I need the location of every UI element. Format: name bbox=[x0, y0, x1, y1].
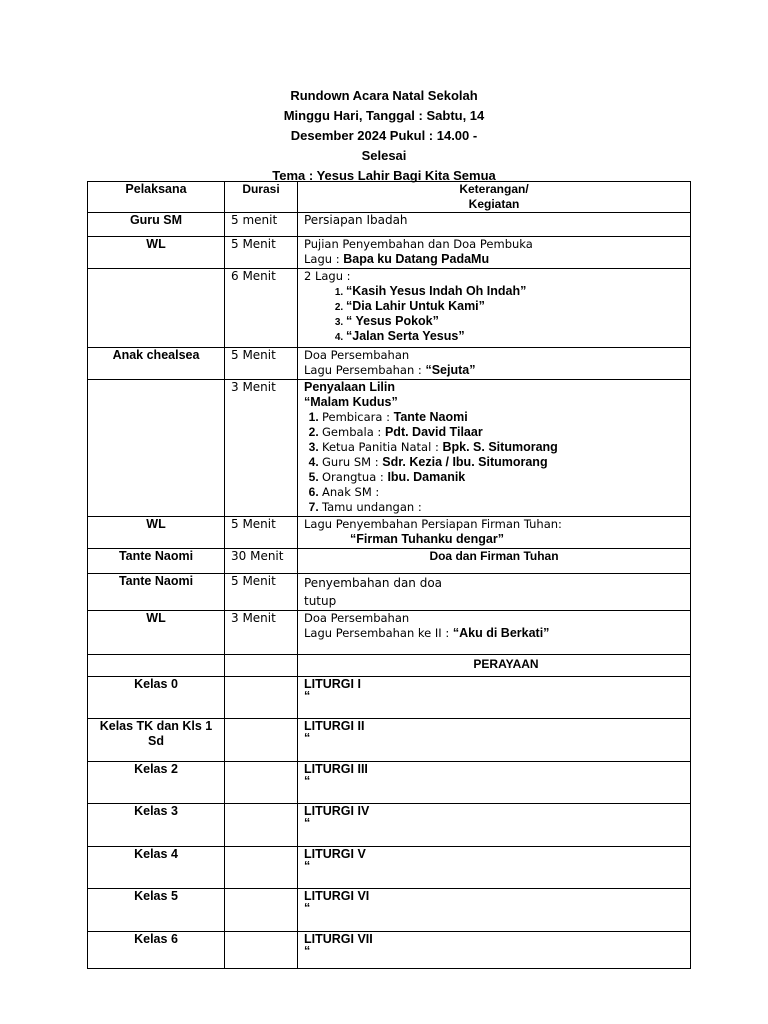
song-item: 2. “Dia Lahir Untuk Kami” bbox=[346, 299, 684, 314]
durasi-cell: 5 Menit bbox=[225, 574, 298, 611]
kegiatan-text: Pujian Penyembahan dan Doa Pembuka bbox=[304, 237, 533, 251]
table-row bbox=[88, 213, 691, 237]
list-item bbox=[322, 485, 684, 500]
item-label: Pembicara : bbox=[322, 410, 394, 424]
header-durasi: Durasi bbox=[225, 182, 298, 213]
list-item bbox=[322, 425, 684, 440]
durasi-cell bbox=[225, 889, 298, 932]
item-label: Tamu undangan : bbox=[322, 500, 422, 514]
lagu-title: “Sejuta” bbox=[425, 363, 476, 377]
kegiatan-cell bbox=[298, 762, 691, 804]
item-label: Ketua Panitia Natal : bbox=[322, 440, 443, 454]
durasi-cell: 30 Menit bbox=[225, 549, 298, 574]
kegiatan-cell bbox=[298, 380, 691, 517]
liturgi-quote: “ bbox=[304, 731, 311, 745]
header-pelaksana: Pelaksana bbox=[88, 182, 225, 213]
table-header-row bbox=[88, 182, 691, 213]
title-line: Desember 2024 Pukul : 14.00 - bbox=[290, 128, 478, 143]
kegiatan-text: 2 Lagu : bbox=[304, 269, 351, 283]
lagu-title: “Firman Tuhanku dengar” bbox=[350, 532, 504, 546]
durasi-cell: 3 Menit bbox=[225, 380, 298, 517]
table-row bbox=[88, 655, 691, 677]
item-name: Sdr. Kezia / Ibu. Situmorang bbox=[382, 455, 548, 469]
kegiatan-text: Penyembahan dan doa bbox=[304, 576, 443, 590]
list-item bbox=[322, 500, 684, 515]
kegiatan-text: tutup bbox=[304, 594, 337, 608]
item-label: Gembala : bbox=[322, 425, 385, 439]
penyalaan-title: Penyalaan Lilin bbox=[304, 380, 396, 394]
lagu-title: Bapa ku Datang PadaMu bbox=[343, 252, 490, 266]
durasi-cell bbox=[225, 762, 298, 804]
pelaksana-cell: Kelas 5 bbox=[88, 889, 225, 932]
item-label: Guru SM : bbox=[322, 455, 383, 469]
kegiatan-text: Doa Persembahan bbox=[304, 348, 410, 362]
table-row bbox=[88, 237, 691, 269]
kegiatan-cell bbox=[298, 719, 691, 762]
item-name: Pdt. David Tilaar bbox=[384, 425, 483, 439]
pelaksana-cell: WL bbox=[88, 611, 225, 655]
durasi-cell bbox=[225, 804, 298, 847]
pelaksana-cell: Tante Naomi bbox=[88, 549, 225, 574]
table-row bbox=[88, 517, 691, 549]
durasi-cell: 5 Menit bbox=[225, 237, 298, 269]
table-row bbox=[88, 611, 691, 655]
durasi-cell bbox=[225, 847, 298, 889]
item-name: Tante Naomi bbox=[393, 410, 468, 424]
liturgi-quote: “ bbox=[304, 689, 311, 703]
pelaksana-cell bbox=[88, 380, 225, 517]
table-row bbox=[88, 380, 691, 517]
kegiatan-cell: Persiapan Ibadah bbox=[298, 213, 691, 237]
lagu-label: Lagu : bbox=[304, 252, 344, 266]
table-row bbox=[88, 348, 691, 380]
table-row bbox=[88, 847, 691, 889]
durasi-cell: 5 Menit bbox=[225, 517, 298, 549]
song-list bbox=[304, 284, 684, 344]
pelaksana-cell: Kelas 3 bbox=[88, 804, 225, 847]
kegiatan-cell bbox=[298, 889, 691, 932]
title-line: Minggu Hari, Tanggal : Sabtu, 14 bbox=[283, 108, 485, 123]
table-row bbox=[88, 762, 691, 804]
pelaksana-cell: WL bbox=[88, 237, 225, 269]
kegiatan-cell bbox=[298, 269, 691, 348]
kegiatan-cell bbox=[298, 517, 691, 549]
durasi-cell bbox=[225, 932, 298, 969]
kegiatan-cell bbox=[298, 932, 691, 969]
kegiatan-text: Doa Persembahan bbox=[304, 611, 410, 625]
liturgi-quote: “ bbox=[304, 816, 311, 830]
title-line: Tema : Yesus Lahir Bagi Kita Semua bbox=[272, 168, 496, 183]
liturgi-quote: “ bbox=[304, 859, 311, 873]
table-row bbox=[88, 719, 691, 762]
durasi-cell bbox=[225, 719, 298, 762]
lagu-label: Lagu Persembahan : bbox=[304, 363, 426, 377]
item-label: Orangtua : bbox=[322, 470, 388, 484]
pelaksana-cell: Kelas 6 bbox=[88, 932, 225, 969]
penyalaan-song: “Malam Kudus” bbox=[304, 395, 398, 409]
durasi-cell: 5 Menit bbox=[225, 348, 298, 380]
liturgi-quote: “ bbox=[304, 944, 311, 958]
table-row bbox=[88, 804, 691, 847]
durasi-cell bbox=[225, 655, 298, 677]
header-keterangan bbox=[298, 182, 691, 213]
header-keterangan-line1: Keterangan/ bbox=[459, 182, 529, 196]
pelaksana-cell: Kelas 2 bbox=[88, 762, 225, 804]
pelaksana-cell: Kelas TK dan Kls 1 Sd bbox=[88, 719, 225, 762]
item-name: Ibu. Damanik bbox=[387, 470, 466, 484]
perayaan-heading: PERAYAAN bbox=[298, 655, 691, 677]
pelaksana-cell: Kelas 0 bbox=[88, 677, 225, 719]
song-item: 3. “ Yesus Pokok” bbox=[346, 314, 684, 329]
liturgi-title: LITURGI II bbox=[304, 719, 365, 733]
title-line: Rundown Acara Natal Sekolah bbox=[290, 88, 478, 103]
list-item bbox=[322, 440, 684, 455]
durasi-cell: 6 Menit bbox=[225, 269, 298, 348]
pelaksana-cell: Anak chealsea bbox=[88, 348, 225, 380]
pelaksana-cell bbox=[88, 655, 225, 677]
pelaksana-cell: Guru SM bbox=[88, 213, 225, 237]
kegiatan-cell bbox=[298, 348, 691, 380]
song-item: 1. “Kasih Yesus Indah Oh Indah” bbox=[346, 284, 684, 299]
kegiatan-cell bbox=[298, 804, 691, 847]
kegiatan-text: Lagu Penyembahan Persiapan Firman Tuhan: bbox=[304, 517, 562, 531]
kegiatan-cell bbox=[298, 574, 691, 611]
pelaksana-cell: Kelas 4 bbox=[88, 847, 225, 889]
pelaksana-cell bbox=[88, 269, 225, 348]
liturgi-title: LITURGI III bbox=[304, 762, 368, 776]
table-row bbox=[88, 269, 691, 348]
lagu-title: “Aku di Berkati” bbox=[452, 626, 550, 640]
pelaksana-cell: Tante Naomi bbox=[88, 574, 225, 611]
song-item: 4. “Jalan Serta Yesus” bbox=[346, 329, 684, 344]
header-keterangan-line2: Kegiatan bbox=[468, 197, 520, 211]
pelaksana-cell: WL bbox=[88, 517, 225, 549]
kegiatan-cell bbox=[298, 847, 691, 889]
liturgi-title: LITURGI IV bbox=[304, 804, 370, 818]
list-item bbox=[322, 410, 684, 425]
item-name: Bpk. S. Situmorang bbox=[442, 440, 558, 454]
table-row bbox=[88, 932, 691, 969]
durasi-cell bbox=[225, 677, 298, 719]
liturgi-quote: “ bbox=[304, 901, 311, 915]
list-item bbox=[322, 470, 684, 485]
item-label: Anak SM : bbox=[322, 485, 380, 499]
table-row bbox=[88, 549, 691, 574]
title-line: Selesai bbox=[361, 148, 407, 163]
penyalaan-list bbox=[304, 410, 684, 515]
liturgi-title: LITURGI VI bbox=[304, 889, 370, 903]
kegiatan-cell bbox=[298, 611, 691, 655]
lagu-label: Lagu Persembahan ke II : bbox=[304, 626, 453, 640]
durasi-cell: 5 menit bbox=[225, 213, 298, 237]
liturgi-title: LITURGI I bbox=[304, 677, 361, 691]
durasi-cell: 3 Menit bbox=[225, 611, 298, 655]
table-row bbox=[88, 574, 691, 611]
liturgi-title: LITURGI V bbox=[304, 847, 366, 861]
table-row bbox=[88, 889, 691, 932]
document-title bbox=[0, 86, 768, 182]
rundown-table bbox=[87, 181, 691, 969]
list-item bbox=[322, 455, 684, 470]
kegiatan-cell bbox=[298, 677, 691, 719]
liturgi-quote: “ bbox=[304, 774, 311, 788]
kegiatan-cell bbox=[298, 237, 691, 269]
kegiatan-cell: Doa dan Firman Tuhan bbox=[298, 549, 691, 574]
table-row bbox=[88, 677, 691, 719]
liturgi-title: LITURGI VII bbox=[304, 932, 373, 946]
